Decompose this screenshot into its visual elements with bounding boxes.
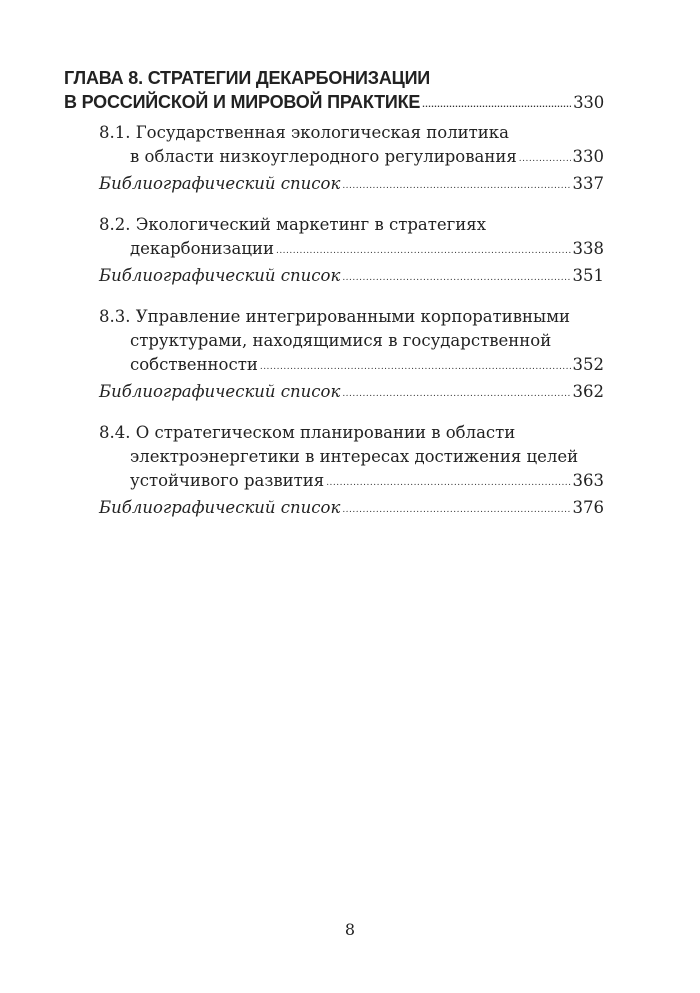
bibliography-label: Библиографический список [99, 498, 341, 517]
bibliography-label: Библиографический список [99, 266, 341, 285]
section-title-text: 8.1. Государственная экологическая политика [99, 123, 509, 142]
section-8-1-line-2[interactable] [64, 145, 604, 172]
bibliography-page-number: 376 [572, 498, 604, 517]
dot-leader [260, 355, 571, 379]
section-8-3-line-2 [64, 329, 604, 353]
section-8-2-bibliography[interactable] [64, 264, 604, 291]
table-of-contents [64, 66, 604, 523]
dot-leader [342, 266, 570, 290]
bibliography-page-number: 362 [572, 382, 604, 401]
section-8-3-line-1 [64, 305, 604, 329]
section-page-number: 363 [572, 471, 604, 490]
section-8-3-bibliography[interactable] [64, 380, 604, 407]
chapter-title-text-2: В РОССИЙСКОЙ И МИРОВОЙ ПРАКТИКЕ [64, 92, 421, 112]
dot-leader [342, 498, 570, 522]
section-title-text: электроэнергетики в интересах достижения целей [130, 447, 579, 466]
section-title-text: устойчивого развития [130, 471, 325, 490]
section-page-number: 330 [572, 147, 604, 166]
dot-leader [342, 382, 570, 406]
section-title-text: 8.4. О стратегическом планировании в области [99, 423, 516, 442]
section-8-1-bibliography[interactable] [64, 172, 604, 199]
section-page-number: 352 [572, 355, 604, 374]
bibliography-page-number: 337 [572, 174, 604, 193]
section-8-4-line-3[interactable] [64, 469, 604, 496]
section-8-4-bibliography[interactable] [64, 496, 604, 523]
dot-leader [342, 174, 570, 198]
dot-leader [276, 239, 571, 263]
page-number: 8 [344, 920, 356, 939]
dot-leader [326, 471, 570, 495]
section-8-2-line-2[interactable] [64, 237, 604, 264]
section-8-2-line-1 [64, 213, 604, 237]
bibliography-label: Библиографический список [99, 174, 341, 193]
section-8-1-line-1 [64, 121, 604, 145]
bibliography-label: Библиографический список [99, 382, 341, 401]
section-8-4-line-2 [64, 445, 604, 469]
section-title-text: 8.3. Управление интегрированными корпоративными [99, 307, 571, 326]
section-8-4-line-1 [64, 421, 604, 445]
section-8-3-line-3[interactable] [64, 353, 604, 380]
chapter-title-text-1: ГЛАВА 8. СТРАТЕГИИ ДЕКАРБОНИЗАЦИИ [64, 68, 431, 88]
dot-leader [422, 92, 571, 116]
section-page-number: 338 [572, 239, 604, 258]
bibliography-page-number: 351 [572, 266, 604, 285]
section-title-text: собственности [130, 355, 258, 374]
section-title-text: 8.2. Экологический маркетинг в стратегиях [99, 215, 487, 234]
chapter-title-line-1 [64, 66, 604, 90]
section-title-text: структурами, находящимися в государственной [130, 331, 552, 350]
section-title-text: декарбонизации [130, 239, 274, 258]
chapter-page-number: 330 [573, 93, 604, 112]
chapter-title-line-2[interactable] [64, 90, 604, 117]
dot-leader [519, 147, 571, 171]
section-title-text: в области низкоуглеродного регулирования [130, 147, 517, 166]
